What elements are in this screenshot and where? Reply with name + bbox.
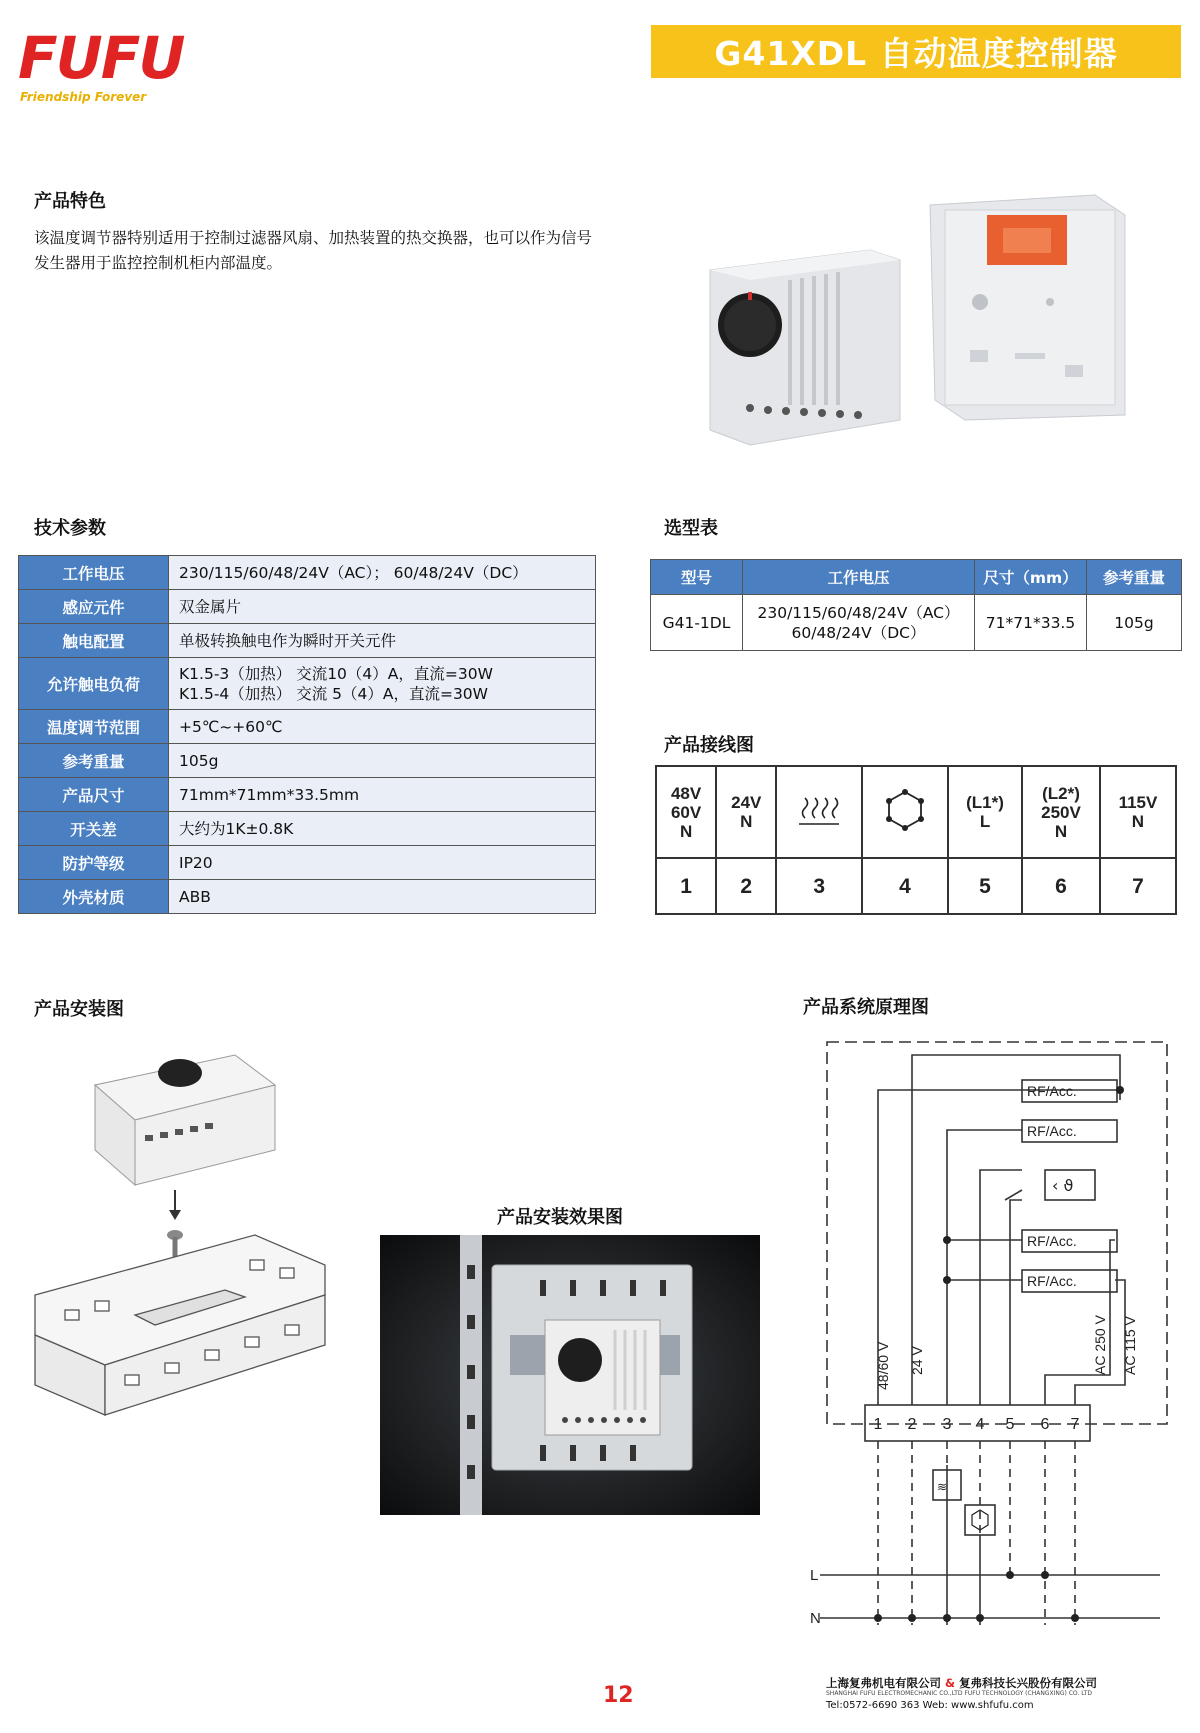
terminal-label <box>1100 766 1176 858</box>
terminal-number: 3 <box>776 858 862 914</box>
spec-key: 温度调节范围 <box>19 710 169 744</box>
line-label: N <box>810 1610 821 1627</box>
terminal-label <box>776 766 862 858</box>
features-heading: 产品特色 <box>34 191 106 212</box>
install-effect-photo <box>380 1235 760 1515</box>
spec-value-multiline <box>169 658 596 710</box>
device-drawing-icon <box>95 1055 275 1185</box>
install-effect-heading: 产品安装效果图 <box>497 1207 623 1228</box>
terminal-label-line: 115V <box>1118 793 1158 812</box>
size-cell: 71*71*33.5 <box>975 595 1087 651</box>
spec-key: 工作电压 <box>19 556 169 590</box>
table-row <box>651 595 1182 651</box>
terminal-number: 2 <box>716 858 776 914</box>
terminal-label-line: N <box>740 812 753 831</box>
terminal-label-line: N <box>1054 821 1068 841</box>
table-row <box>19 846 596 880</box>
table-row <box>19 710 596 744</box>
table-row <box>19 556 596 590</box>
spec-key: 外壳材质 <box>19 880 169 914</box>
terminal-num: 7 <box>1070 1416 1080 1433</box>
install-drawing <box>25 1035 355 1435</box>
heater-icon: ≋ <box>937 1480 948 1494</box>
company-name: 复弗科技长兴股份有限公司 <box>959 1676 1098 1690</box>
brand-logo <box>18 24 208 108</box>
terminal-num: 5 <box>1005 1416 1015 1433</box>
company-name: 上海复弗机电有限公司 <box>826 1676 941 1690</box>
heater-icon <box>797 792 841 828</box>
terminal-label-line: N <box>1131 812 1145 831</box>
spec-value: +5℃~+60℃ <box>169 710 596 744</box>
line-label: L <box>810 1567 819 1584</box>
dial-marker-icon <box>748 292 752 300</box>
weight-cell: 105g <box>1087 595 1182 651</box>
table-row <box>19 812 596 846</box>
spec-key: 防护等级 <box>19 846 169 880</box>
terminal-number: 5 <box>948 858 1022 914</box>
terminal-number: 7 <box>1100 858 1176 914</box>
install-heading: 产品安装图 <box>34 999 124 1020</box>
logo-text: FUFU <box>18 24 184 92</box>
fan-icon <box>883 788 927 832</box>
terminal-label-line: 250V <box>1041 802 1081 822</box>
terminal-label <box>862 766 948 858</box>
spec-value: 大约为1K±0.8K <box>169 812 596 846</box>
voltage-label: 24 V <box>909 1346 925 1375</box>
terminal-label-line: N <box>679 821 693 841</box>
voltage-label: 48/60 V <box>875 1341 891 1390</box>
tech-heading: 技术参数 <box>34 518 106 539</box>
ampersand: & <box>945 1676 956 1690</box>
terminal-label-line: 48V <box>670 783 702 803</box>
spec-key: 参考重量 <box>19 744 169 778</box>
terminal-num: 4 <box>975 1416 985 1433</box>
rf-label: RF/Acc. <box>1027 1273 1077 1289</box>
product-back-photo <box>925 190 1140 425</box>
spec-key: 开关差 <box>19 812 169 846</box>
col-header: 参考重量 <box>1087 560 1182 595</box>
terminal-label <box>1022 766 1100 858</box>
thermostat-mounted-icon <box>545 1320 660 1435</box>
wiring-label-row <box>656 766 1176 858</box>
terminal-num: 1 <box>873 1416 883 1433</box>
table-header-row <box>651 560 1182 595</box>
wiring-number-row <box>656 858 1176 914</box>
voltage-cell <box>743 595 975 651</box>
selection-table <box>650 559 1182 651</box>
footer-contact: Tel:0572-6690 363 Web: www.shfufu.com <box>826 1700 1034 1711</box>
table-row <box>19 590 596 624</box>
table-row <box>19 658 596 710</box>
terminal-label <box>948 766 1022 858</box>
spec-value: IP20 <box>169 846 596 880</box>
rf-label: RF/Acc. <box>1027 1083 1077 1099</box>
footer-companies <box>826 1675 1097 1691</box>
table-row <box>19 624 596 658</box>
spec-key: 允许触电负荷 <box>19 658 169 710</box>
wiring-heading: 产品接线图 <box>664 735 754 756</box>
spec-table <box>18 555 596 914</box>
spec-key: 产品尺寸 <box>19 778 169 812</box>
terminal-number: 6 <box>1022 858 1100 914</box>
spec-value-line: K1.5-3（加热） 交流10（4）A，直流=30W <box>179 664 493 683</box>
terminal-num: 3 <box>942 1416 952 1433</box>
model-cell: G41-1DL <box>651 595 743 651</box>
sensor-icon: ‹ ϑ <box>1052 1176 1074 1195</box>
spec-value: 230/115/60/48/24V（AC）； 60/48/24V（DC） <box>169 556 596 590</box>
spec-value: 单极转换触电作为瞬时开关元件 <box>169 624 596 658</box>
logo-slogan: Friendship Forever <box>20 90 147 104</box>
table-row <box>19 778 596 812</box>
terminal-label-line: 24V <box>731 793 762 812</box>
page-number: 12 <box>603 1683 634 1708</box>
col-header: 工作电压 <box>743 560 975 595</box>
terminal-num: 6 <box>1040 1416 1050 1433</box>
terminal-label <box>656 766 716 858</box>
terminal-num: 2 <box>907 1416 917 1433</box>
terminal-number: 1 <box>656 858 716 914</box>
features-text: 该温度调节器特别适用于控制过滤器风扇、加热装置的热交换器，也可以作为信号发生器用于监控控制机柜内部温度。 <box>34 229 593 272</box>
footer-english: SHANGHAI FUFU ELECTROMECHANIC CO.,LTD FUFU TECHNOLOGY (CHANGXING) CO. LTD <box>826 1690 1093 1697</box>
product-front-photo <box>690 240 910 455</box>
terminal-label-line: (L1*) <box>966 793 1004 812</box>
terminal-label-line: (L2*) <box>1042 783 1080 803</box>
voltage-label: AC 115 V <box>1122 1316 1138 1375</box>
wiring-table <box>655 765 1177 915</box>
rf-label: RF/Acc. <box>1027 1233 1077 1249</box>
spec-value-line: K1.5-4（加热） 交流 5（4）A，直流=30W <box>179 684 488 703</box>
voltage-label: AC 250 V <box>1092 1315 1108 1375</box>
selection-heading: 选型表 <box>664 518 718 539</box>
voltage-line: 230/115/60/48/24V（AC） <box>757 603 960 622</box>
terminal-number: 4 <box>862 858 948 914</box>
rf-label: RF/Acc. <box>1027 1123 1077 1139</box>
table-row <box>19 880 596 914</box>
page-title: G41XDL 自动温度控制器 <box>714 34 1118 73</box>
schematic-diagram <box>800 1035 1175 1635</box>
schematic-heading: 产品系统原理图 <box>803 997 929 1018</box>
spec-value: 71mm*71mm*33.5mm <box>169 778 596 812</box>
terminal-label-line: L <box>979 812 991 831</box>
din-rail-icon <box>35 1235 325 1415</box>
terminal-label-line: 60V <box>670 802 702 822</box>
spec-key: 触电配置 <box>19 624 169 658</box>
table-row <box>19 744 596 778</box>
page-title-bar <box>651 25 1181 78</box>
spec-key: 感应元件 <box>19 590 169 624</box>
col-header: 型号 <box>651 560 743 595</box>
terminal-label <box>716 766 776 858</box>
spec-value: ABB <box>169 880 596 914</box>
spec-value: 双金属片 <box>169 590 596 624</box>
spec-value: 105g <box>169 744 596 778</box>
voltage-line: 60/48/24V（DC） <box>791 623 926 642</box>
col-header: 尺寸（mm） <box>975 560 1087 595</box>
